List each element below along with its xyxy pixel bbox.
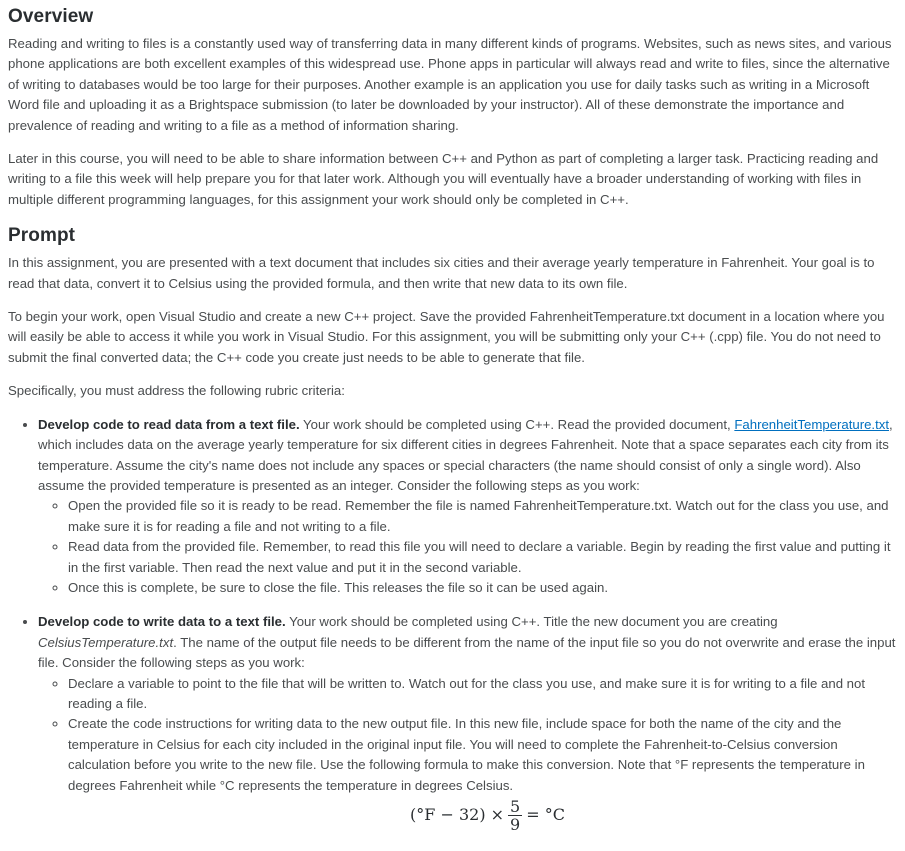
conversion-formula <box>78 798 897 833</box>
formula-denominator: 9 <box>510 815 521 834</box>
formula-numerator: 5 <box>510 797 521 816</box>
read-step-open: ◦ Open the provided file so it is ready to be read. Remember the file is named FahrenheitTemperature.txt. Watch out for the class you use, and make sure it is for reading a file and not writing to a file. <box>68 496 897 537</box>
read-steps <box>38 496 897 598</box>
overview-paragraph-2: Later in this course, you will need to be able to share information between C++ and Python as part of completing a larger task. Practicing reading and writing to a file this week will help prepare you for that later work. Although you will eventually have a broader understanding of working with files in multiple different programming languages, for this assignment your work should only be completed in C++. <box>8 151 879 207</box>
celsius-filename: CelsiusTemperature.txt <box>38 634 174 650</box>
read-step-close: ◦ Once this is complete, be sure to close the file. This releases the file so it can be used again. <box>68 578 897 598</box>
criterion-write-title: Develop code to write data to a text file. <box>38 614 286 630</box>
prompt-paragraph-3: Specifically, you must address the following rubric criteria: <box>8 383 345 399</box>
overview-paragraph-1: Reading and writing to files is a constantly used way of transferring data in many different kinds of programs. Websites, such as news sites, and various phone applications are both excellent examples of this widespread use. Phone apps in particular will always read and write to files, since the alternative of writing to databases would be too large for their purposes. Another example is an application you use for daily tasks such as writing in a Microsoft Word file and uploading it as a Brightspace submission (to later be downloaded by your instructor). All of these demonstrate the importance and prevalence of reading and writing to a file as a method of information sharing. <box>8 36 892 133</box>
formula-left: (°F − 32) × <box>410 805 505 825</box>
prompt-paragraph-2: To begin your work, open Visual Studio and create a new C++ project. Save the provided FahrenheitTemperature.txt document in a location where you will easily be able to access it while you work in Visual Studio. For this assignment, you will be submitting only your C++ (.cpp) file. You do not need to submit the final converted data; the C++ code you create just needs to be able to generate that file. <box>8 309 885 365</box>
criterion-write <box>38 612 897 833</box>
criterion-read-rest: , which includes data on the average yearly temperature for six different cities in degrees Fahrenheit. Note that a space separates each city from its temperature. Assume the city's name does not include any spaces or special characters (the name should consist of only a single word). Also assume the provided temperature is presented as an integer. Consider the following steps as you work: <box>38 416 893 493</box>
rubric-list-write <box>8 612 897 833</box>
criterion-read-title: Develop code to read data from a text file. <box>38 416 300 432</box>
formula-right: = °C <box>526 805 565 825</box>
criterion-read <box>38 415 897 599</box>
fahrenheit-file-link[interactable]: FahrenheitTemperature.txt <box>734 416 890 432</box>
criterion-read-intro: Your work should be completed using C++. Read the provided document, <box>299 416 735 432</box>
rubric-list-read <box>8 415 897 599</box>
prompt-paragraph-1: In this assignment, you are presented with a text document that includes six cities and their average yearly temperature in Fahrenheit. Your goal is to read that data, convert it to Celsius using the provided formula, and then write that new data to its own file. <box>8 255 875 291</box>
write-steps <box>38 674 897 796</box>
prompt-heading: Prompt <box>8 225 76 247</box>
write-step-create: ◦ Create the code instructions for writing data to the new output file. In this new file, include space for both the name of the city and the temperature in Celsius for each city included in the original input file. You will need to complete the Fahrenheit-to-Celsius conversion calculation before you write to the new file. Use the following formula to make this conversion. Note that °F represents the temperature in degrees Fahrenheit while °C represents the temperature in degrees Celsius. <box>68 714 897 796</box>
formula-fraction <box>508 798 522 833</box>
overview-heading: Overview <box>8 6 94 27</box>
criterion-write-rest: . The name of the output file needs to be different from the name of the input file so you do not overwrite and erase the input file. Consider the following steps as you work: <box>38 634 896 671</box>
criterion-write-intro: Your work should be completed using C++. Title the new document you are creating <box>285 614 778 630</box>
write-step-declare: ◦ Declare a variable to point to the file that will be written to. Watch out for the class you use, and make sure it is for writing to a file and not reading a file. <box>68 674 897 715</box>
read-step-read: ◦ Read data from the provided file. Remember, to read this file you will need to declare a variable. Begin by reading the first value and putting it in the first variable. Then read the next value and put it in the second variable. <box>68 537 897 578</box>
